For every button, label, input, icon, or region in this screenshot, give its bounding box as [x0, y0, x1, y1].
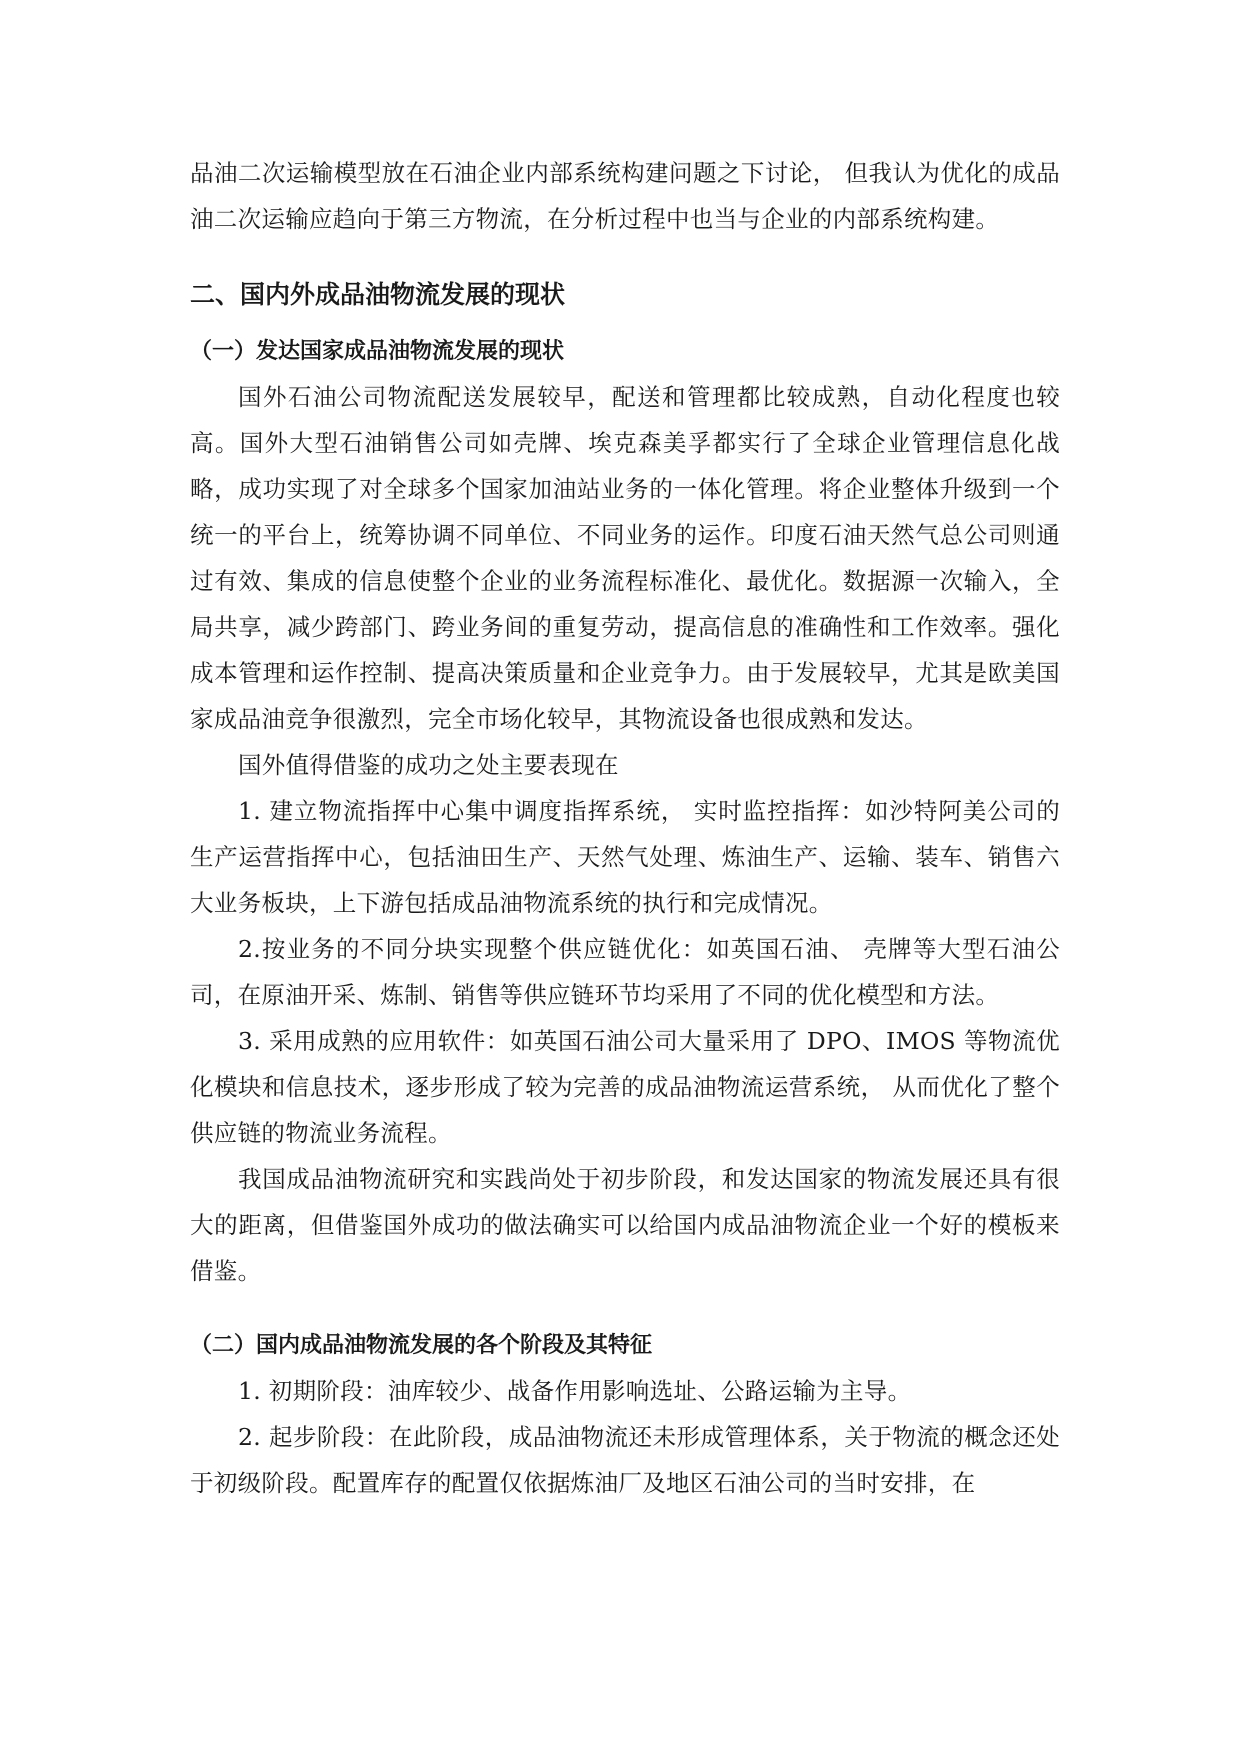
subsection-heading: （一）发达国家成品油物流发展的现状: [190, 339, 565, 364]
body-paragraph: 国外值得借鉴的成功之处主要表现在: [238, 751, 619, 779]
list-item: 2.按业务的不同分块实现整个供应链优化：如英国石油、 壳牌等大型石油公司，在原油开采、炼制、销售等供应链环节均采用了不同的优化模型和方法。: [190, 935, 1060, 1009]
section-heading: 二、国内外成品油物流发展的现状: [190, 280, 566, 309]
list-item: 1. 初期阶段：油库较少、战备作用影响选址、公路运输为主导。: [238, 1377, 912, 1405]
document-page: [190, 150, 1060, 1506]
body-paragraph: 我国成品油物流研究和实践尚处于初步阶段，和发达国家的物流发展还具有很大的距离，但借鉴国外成功的做法确实可以给国内成品油物流企业一个好的模板来借鉴。: [190, 1165, 1060, 1285]
subsection-heading: （二）国内成品油物流发展的各个阶段及其特征: [190, 1333, 653, 1358]
list-item: 2. 起步阶段：在此阶段，成品油物流还未形成管理体系，关于物流的概念还处于初级阶段。配置库存的配置仅依据炼油厂及地区石油公司的当时安排，在: [190, 1423, 1060, 1497]
list-item: 1. 建立物流指挥中心集中调度指挥系统， 实时监控指挥：如沙特阿美公司的生产运营指挥中心，包括油田生产、天然气处理、炼油生产、运输、装车、销售六大业务板块，上下游包括成品油物流系统的执行和完成情况。: [190, 797, 1060, 917]
body-paragraph: 品油二次运输模型放在石油企业内部系统构建问题之下讨论， 但我认为优化的成品油二次运输应趋向于第三方物流，在分析过程中也当与企业的内部系统构建。: [190, 159, 1060, 233]
list-item: 3. 采用成熟的应用软件：如英国石油公司大量采用了 DPO、IMOS 等物流优化模块和信息技术，逐步形成了较为完善的成品油物流运营系统， 从而优化了整个供应链的物流业务流程。: [190, 1027, 1060, 1147]
body-paragraph: 国外石油公司物流配送发展较早，配送和管理都比较成熟，自动化程度也较高。国外大型石油销售公司如壳牌、埃克森美孚都实行了全球企业管理信息化战略，成功实现了对全球多个国家加油站业务的一体化管理。将企业整体升级到一个统一的平台上，统筹协调不同单位、不同业务的运作。印度石油天然气总公司则通过有效、集成的信息使整个企业的业务流程标准化、最优化。数据源一次输入，全局共享，减少跨部门、跨业务间的重复劳动，提高信息的准确性和工作效率。强化成本管理和运作控制、提高决策质量和企业竞争力。由于发展较早，尤其是欧美国家成品油竞争很激烈，完全市场化较早，其物流设备也很成熟和发达。: [190, 383, 1060, 733]
